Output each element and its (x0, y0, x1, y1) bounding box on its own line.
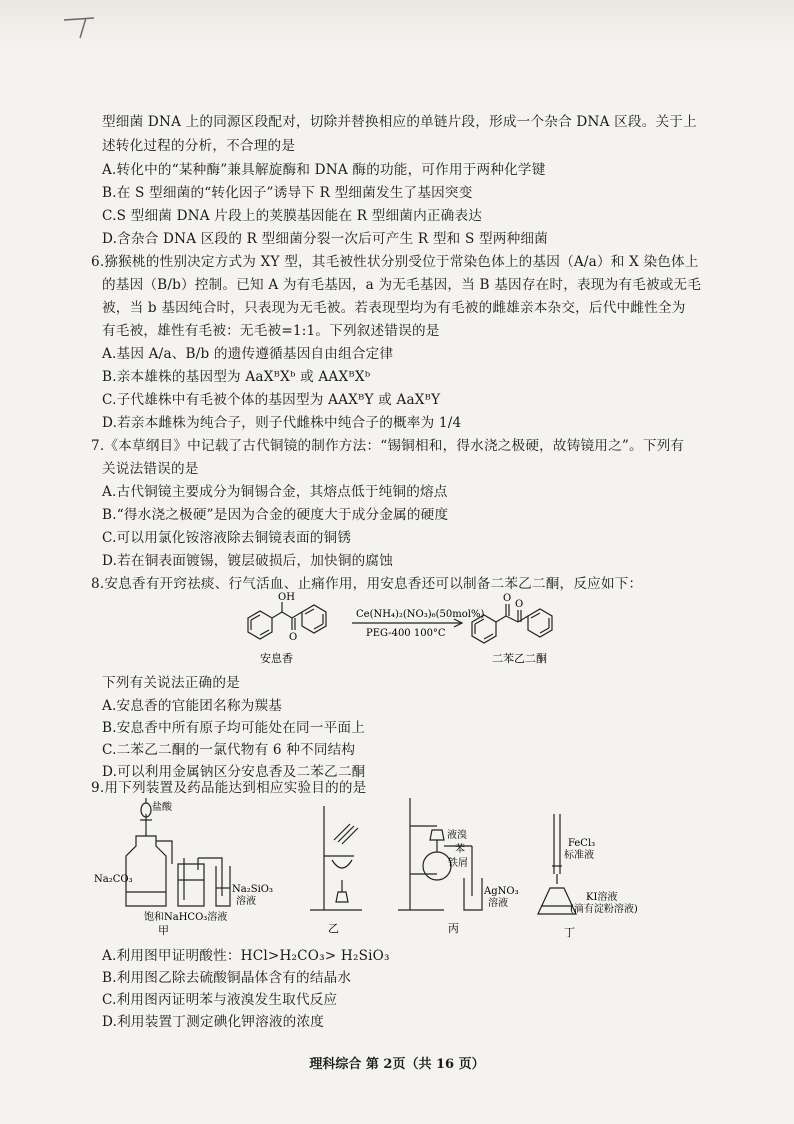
q5-option-b: B.在 S 型细菌的“转化因子”诱导下 R 型细菌发生了基因突变 (102, 185, 473, 201)
scan-top-shadow (0, 0, 794, 46)
iron-label: 铁屑 (448, 858, 468, 869)
q8-option-b: B.安息香中所有原子均可能处在同一平面上 (102, 720, 365, 736)
q7-stem-line2: 关说法错误的是 (102, 461, 199, 477)
standard-solution-label: 标准液 (564, 850, 594, 861)
oh-label: OH (278, 592, 295, 603)
q7-option-d: D.若在铜表面镀锡，镀层破损后，加快铜的腐蚀 (102, 553, 394, 569)
q8-stem: 8.安息香有开窍祛痰、行气活血、止痛作用，用安息香还可以制备二苯乙二酮，反应如下： (91, 576, 643, 592)
q5-option-d: D.含杂合 DNA 区段的 R 型细菌分裂一次后可产生 R 型和 S 型两种细菌 (102, 231, 548, 247)
q5-stem-line2: 述转化过程的分析，不合理的是 (102, 138, 296, 154)
q8-option-c: C.二苯乙二酮的一氯代物有 6 种不同结构 (102, 742, 356, 758)
o-label-1: O (289, 632, 298, 643)
q9-option-c: C.利用图丙证明苯与液溴发生取代反应 (102, 992, 338, 1008)
apparatus-jia (126, 798, 230, 906)
product-name: 二苯乙二酮 (492, 652, 547, 665)
q9-option-a: A.利用图甲证明酸性：HCl>H₂CO₃> H₂SiO₃ (102, 948, 390, 964)
catalyst-label: Ce(NH₄)₂(NO₃)₆(50mol%) (356, 609, 485, 620)
figure-ding-label: 丁 (564, 926, 575, 938)
nahco3-label: 饱和NaHCO₃溶液 (144, 912, 228, 923)
q9-stem: 9.用下列装置及药品能达到相应实验目的的是 (91, 780, 367, 796)
apparatus-yi (310, 806, 362, 910)
q5-option-c: C.S 型细菌 DNA 片段上的荚膜基因能在 R 型细菌内正确表达 (102, 208, 483, 224)
q8-option-a: A.安息香的官能团名称为羰基 (102, 698, 283, 714)
q7-option-b: B.“得水浇之极硬”是因为合金的硬度大于成分金属的硬度 (102, 507, 449, 523)
apparatus-bing (398, 798, 482, 910)
q6-option-b: B.亲本雄株的基因型为 AaXᴮXᵇ 或 AAXᴮXᵇ (102, 369, 371, 385)
q9-option-d: D.利用装置丁测定碘化钾溶液的浓度 (102, 1014, 325, 1030)
ki-label: KI溶液 (586, 892, 618, 903)
q6-option-d: D.若亲本雌株为纯合子，则子代雌株中纯合子的概率为 1/4 (102, 415, 462, 431)
q7-option-a: A.古代铜镜主要成分为铜锡合金，其熔点低于纯铜的熔点 (102, 484, 448, 500)
apparatus-figures (92, 796, 672, 938)
scan-mark (60, 14, 100, 42)
q6-stem-line4: 有毛被，雄性有毛被：无毛被=1:1。下列叙述错误的是 (102, 323, 440, 339)
na2co3-label: Na₂CO₃ (94, 874, 133, 885)
agno3-solution-label: 溶液 (488, 898, 508, 909)
q5-option-a: A.转化中的“某种酶”兼具解旋酶和 DNA 酶的功能，可作用于两种化学键 (102, 162, 546, 178)
q6-stem-line3: 被，当 b 基因纯合时，只表现为无毛被。若表现型均为有毛被的雌雄亲本杂交，后代中雌性全为 (102, 300, 686, 316)
figure-jia-label: 甲 (158, 924, 169, 937)
apparatus-ding (538, 814, 576, 914)
conditions-label: PEG-400 100°C (366, 628, 446, 639)
q5-stem-line1: 型细菌 DNA 上的同源区段配对，切除并替换相应的单链片段，形成一个杂合 DNA 区段。关于上 (102, 114, 697, 130)
q7-stem-line1: 7.《本草纲目》中记载了古代铜镜的制作方法：“锡铜相和，得水浇之极硬，故铸镜用之”。下列有 (91, 438, 685, 454)
hcl-label: 盐酸 (152, 802, 172, 813)
benzene-label: 苯 (455, 844, 465, 855)
q8-option-d: D.可以利用金属钠区分安息香及二苯乙二酮 (102, 764, 366, 780)
o-label-2: O (503, 593, 512, 604)
fecl3-label: FeCl₃ (568, 838, 596, 849)
na2sio3-solution-label: 溶液 (236, 896, 256, 907)
reaction-scheme (230, 590, 590, 670)
q6-stem-line2: 的基因（B/b）控制。已知 A 为有毛基因，a 为无毛基因，当 B 基因存在时，表现为有毛被或无毛 (102, 277, 702, 293)
figure-yi-label: 乙 (328, 922, 339, 935)
q6-stem-line1: 6.猕猴桃的性别决定方式为 XY 型，其毛被性状分别受位于常染色体上的基因（A/a）和 X 染色体上 (91, 254, 699, 270)
bromine-label: 液溴 (447, 830, 467, 841)
q6-option-c: C.子代雄株中有毛被个体的基因型为 AAXᴮY 或 AaXᴮY (102, 392, 441, 408)
q6-option-a: A.基因 A/a、B/b 的遗传遵循基因自由组合定律 (102, 346, 394, 362)
q8-prompt: 下列有关说法正确的是 (102, 675, 240, 691)
starch-label: (滴有淀粉溶液) (570, 904, 638, 915)
agno3-label: AgNO₃ (484, 886, 519, 897)
page-footer: 理科综合 第 2页（共 16 页） (309, 1057, 485, 1072)
q9-option-b: B.利用图乙除去硫酸铜晶体含有的结晶水 (102, 970, 352, 986)
na2sio3-label: Na₂SiO₃ (232, 884, 273, 895)
figure-bing-label: 丙 (448, 922, 459, 935)
reactant-name: 安息香 (260, 652, 293, 665)
o-label-3: O (515, 599, 524, 610)
q7-option-c: C.可以用氯化铵溶液除去铜镜表面的铜锈 (102, 530, 352, 546)
